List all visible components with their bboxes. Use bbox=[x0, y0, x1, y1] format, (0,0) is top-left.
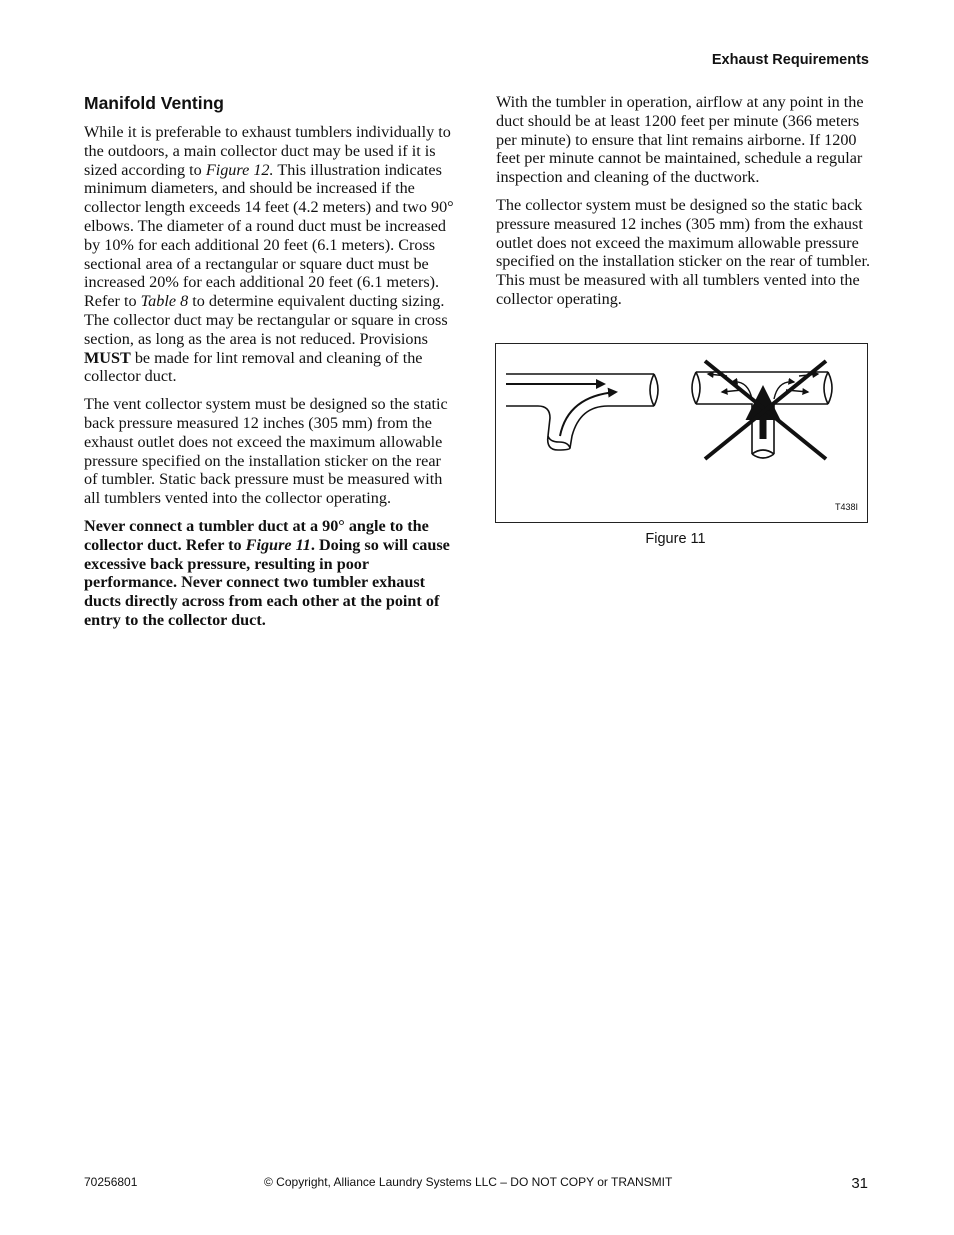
figure-caption: Figure 11 bbox=[645, 531, 706, 547]
figure-11-reference: Figure 11 bbox=[245, 535, 311, 554]
table-8-reference: Table 8 bbox=[140, 292, 189, 311]
figure-code: T438I bbox=[834, 502, 858, 512]
airflow-paragraph: With the tumbler in operation, airflow at any point in the duct should be at least 1200 feet per minute (366 meters per minute) to ensure that lint remains airborne. If 1200 feet per minute cannot be maintained, schedule a regular inspection and cleaning of the ductwork. bbox=[496, 93, 864, 187]
figure-11-frame bbox=[495, 343, 868, 523]
figure-12-reference: Figure 12. bbox=[205, 160, 274, 179]
copyright-notice: © Copyright, Alliance Laundry Systems LLC – DO NOT COPY or TRANSMIT bbox=[264, 1175, 673, 1189]
must-emphasis: MUST bbox=[84, 348, 131, 367]
correct-angled-duct-junction-illustration bbox=[506, 374, 658, 450]
duct-diagram bbox=[496, 344, 867, 522]
document-number: 70256801 bbox=[84, 1175, 138, 1189]
incorrect-tee-junction-x-icon bbox=[692, 361, 832, 459]
static-pressure-paragraph: The collector system must be designed so the static back pressure measured 12 inches (305 mm) from the exhaust outlet does not exceed the maximum allowable pressure specified on the installation sticker on the rear of tumbler. This must be measured with all tumblers vented into the collector operating. bbox=[496, 195, 870, 308]
manifold-paragraph: While it is preferable to exhaust tumblers individually to the outdoors, a main collector duct may be used if it is sized according to Figure 12. This illustration indicates minimum diameters, and should be increased if the collector length exceeds 14 feet (4.2 meters) and two 90° elbows. The diameter of a round duct must be increased by 10% for each additional 20 feet (6.1 meters). Cross sectional area of a rectangular or square duct must be increased 20% for each additional 20 feet (6.1 meters). Refer to Table 8 to determine equivalent ducting sizing. The collector duct may be rectangular or square in cross section, as long as the area is not reduced. Provisions MUST be made for lint removal and cleaning of the collector duct. bbox=[84, 123, 454, 386]
left-column bbox=[84, 92, 458, 639]
section-heading: Manifold Venting bbox=[84, 93, 224, 113]
page-number: 31 bbox=[851, 1175, 868, 1192]
right-column bbox=[496, 93, 870, 318]
collector-pressure-paragraph: The vent collector system must be designed so the static back pressure measured 12 inches (305 mm) from the exhaust outlet does not exceed the maximum allowable pressure specified on the installation sticker on the rear of tumbler. Static back pressure must be measured with all tumblers vented into the collector operating. bbox=[84, 395, 448, 508]
running-header: Exhaust Requirements bbox=[711, 52, 869, 68]
warning-paragraph: Never connect a tumbler duct at a 90° angle to the collector duct. Refer to Figure 11. Doing so will cause excessive back pressure, resulting in poor performance. Never connect two tumbler exhaust ducts directly across from each other at the point of entry to the collector duct. bbox=[84, 516, 450, 629]
